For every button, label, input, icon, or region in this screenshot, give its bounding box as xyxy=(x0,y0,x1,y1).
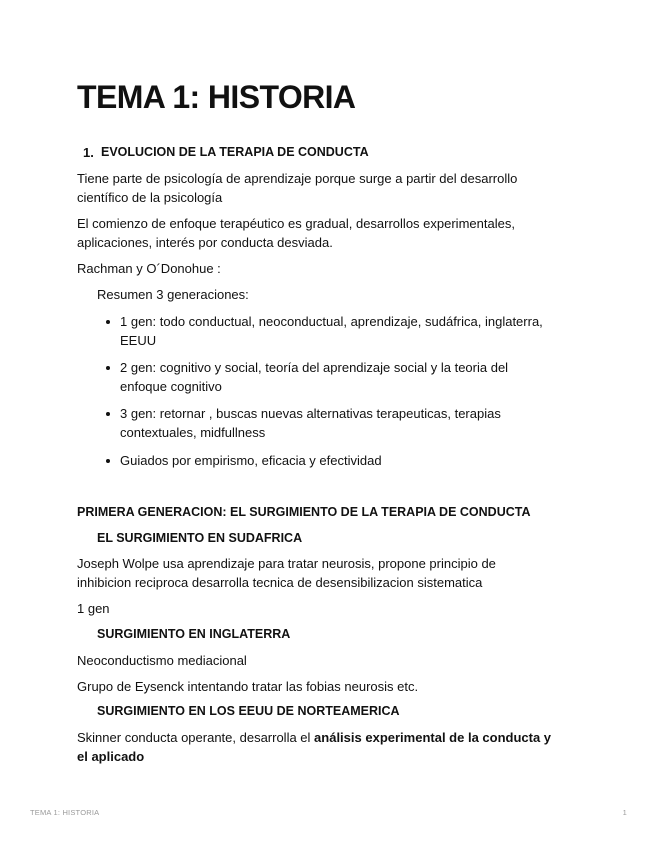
page-title: TEMA 1: HISTORIA xyxy=(77,79,356,115)
paragraph-line: Tiene parte de psicología de aprendizaje porque surge a partir del desarrollo xyxy=(77,171,518,186)
paragraph-line xyxy=(77,728,551,747)
subheading-inglaterra: SURGIMIENTO EN INGLATERRA xyxy=(97,627,291,641)
section-heading-primera-generacion: PRIMERA GENERACION: EL SURGIMIENTO DE LA TERAPIA DE CONDUCTA xyxy=(77,505,531,519)
footer-title: TEMA 1: HISTORIA xyxy=(30,808,100,817)
subheading-sudafrica: EL SURGIMIENTO EN SUDAFRICA xyxy=(97,531,303,545)
list-item: contextuales, midfullness xyxy=(120,425,266,440)
summary-label: Resumen 3 generaciones: xyxy=(97,287,249,302)
paragraph-line: Grupo de Eysenck intentando tratar las fobias neurosis etc. xyxy=(77,679,419,694)
bullet-dot xyxy=(106,320,110,324)
list-item: enfoque cognitivo xyxy=(120,379,222,394)
paragraph-line: Neoconductismo mediacional xyxy=(77,653,247,668)
bullet-dot xyxy=(106,459,110,463)
emphasis-text: análisis experimental de la conducta y xyxy=(314,730,552,745)
list-item: 2 gen: cognitivo y social, teoría del aprendizaje social y la teoria del xyxy=(120,360,509,375)
paragraph-line: aplicaciones, interés por conducta desviada. xyxy=(77,235,333,250)
paragraph-line: El comienzo de enfoque terapéutico es gradual, desarrollos experimentales, xyxy=(77,216,515,231)
paragraph-line: 1 gen xyxy=(77,601,110,616)
list-item: 1 gen: todo conductual, neoconductual, aprendizaje, sudáfrica, inglaterra, xyxy=(120,314,543,329)
section-heading-evolucion: EVOLUCION DE LA TERAPIA DE CONDUCTA xyxy=(101,145,369,159)
bullet-dot xyxy=(106,366,110,370)
authors-line: Rachman y O´Donohue : xyxy=(77,261,221,276)
list-item: Guiados por empirismo, eficacia y efectividad xyxy=(120,453,382,468)
list-number: 1. xyxy=(83,145,94,160)
page-number: 1 xyxy=(622,808,627,817)
paragraph-line: inhibicion reciproca desarrolla tecnica de desensibilizacion sistematica xyxy=(77,575,483,590)
paragraph-line: Joseph Wolpe usa aprendizaje para tratar neurosis, propone principio de xyxy=(77,556,496,571)
list-item: 3 gen: retornar , buscas nuevas alternativas terapeuticas, terapias xyxy=(120,406,501,421)
emphasis-text: el aplicado xyxy=(77,749,145,764)
paragraph-line: científico de la psicología xyxy=(77,190,223,205)
subheading-eeuu: SURGIMIENTO EN LOS EEUU DE NORTEAMERICA xyxy=(97,704,400,718)
paragraph-text: Skinner conducta operante, desarrolla el xyxy=(77,730,315,745)
bullet-dot xyxy=(106,412,110,416)
list-item: EEUU xyxy=(120,333,157,348)
